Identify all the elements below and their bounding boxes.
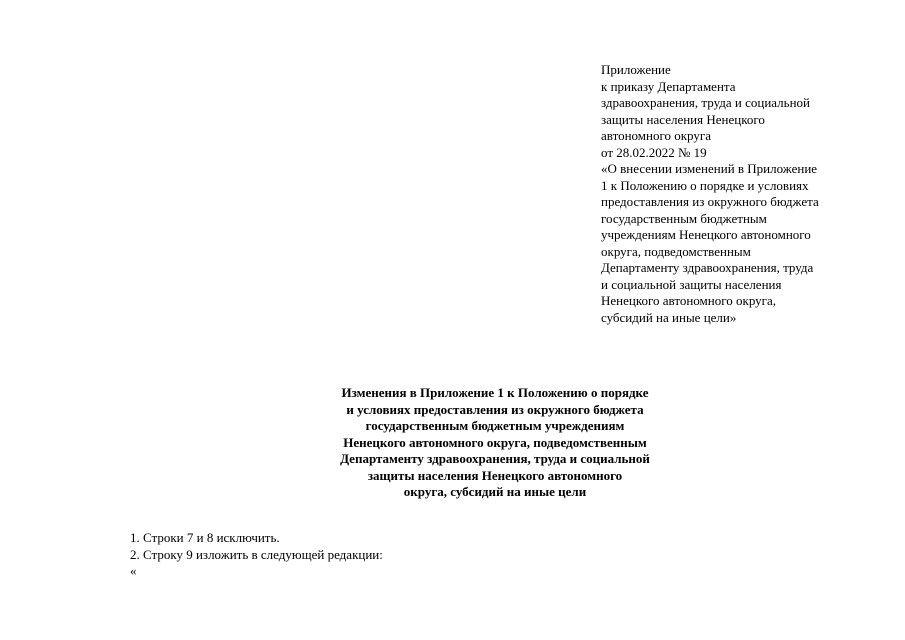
amendment-item: 1. Строки 7 и 8 исключить. bbox=[130, 530, 280, 545]
appendix-line: учреждениям Ненецкого автономного bbox=[601, 227, 811, 242]
appendix-line: защиты населения Ненецкого bbox=[601, 111, 765, 127]
appendix-line: округа, подведомственным bbox=[601, 243, 751, 259]
appendix-line: «О внесении изменений в Приложение bbox=[601, 161, 818, 176]
amendment-items bbox=[130, 530, 383, 580]
appendix-line: предоставления из окружного бюджета bbox=[601, 194, 819, 209]
title-line: и условиях предоставления из окружного бюджета bbox=[346, 401, 644, 417]
appendix-line: Департаменту здравоохранения, труда bbox=[601, 260, 814, 275]
appendix-line: и социальной защиты населения bbox=[601, 276, 782, 292]
appendix-header bbox=[601, 62, 861, 326]
appendix-line: автономного округа bbox=[601, 128, 711, 143]
title-line: Департаменту здравоохранения, труда и социальной bbox=[340, 451, 650, 466]
appendix-line: здравоохранения, труда и социальной bbox=[601, 95, 810, 110]
appendix-line: от 28.02.2022 № 19 bbox=[601, 144, 707, 160]
title-line: защиты населения Ненецкого автономного bbox=[367, 467, 623, 483]
amendment-item: 2. Строку 9 изложить в следующей редакции: bbox=[130, 546, 383, 562]
appendix-line: субсидий на иные цели» bbox=[601, 309, 737, 325]
appendix-line: Приложение bbox=[601, 62, 671, 77]
opening-quote: « bbox=[130, 563, 137, 578]
title-line: Ненецкого автономного округа, подведомственным bbox=[343, 434, 647, 450]
appendix-line: Ненецкого автономного округа, bbox=[601, 293, 776, 308]
title-line: Изменения в Приложение 1 к Положению о порядке bbox=[341, 385, 649, 400]
appendix-line: 1 к Положению о порядке и условиях bbox=[601, 177, 809, 193]
document-title bbox=[300, 385, 690, 501]
title-line: государственным бюджетным учреждениям bbox=[365, 418, 625, 433]
appendix-line: государственным бюджетным bbox=[601, 210, 767, 226]
title-line: округа, субсидий на иные цели bbox=[403, 484, 587, 499]
appendix-line: к приказу Департамента bbox=[601, 78, 736, 94]
